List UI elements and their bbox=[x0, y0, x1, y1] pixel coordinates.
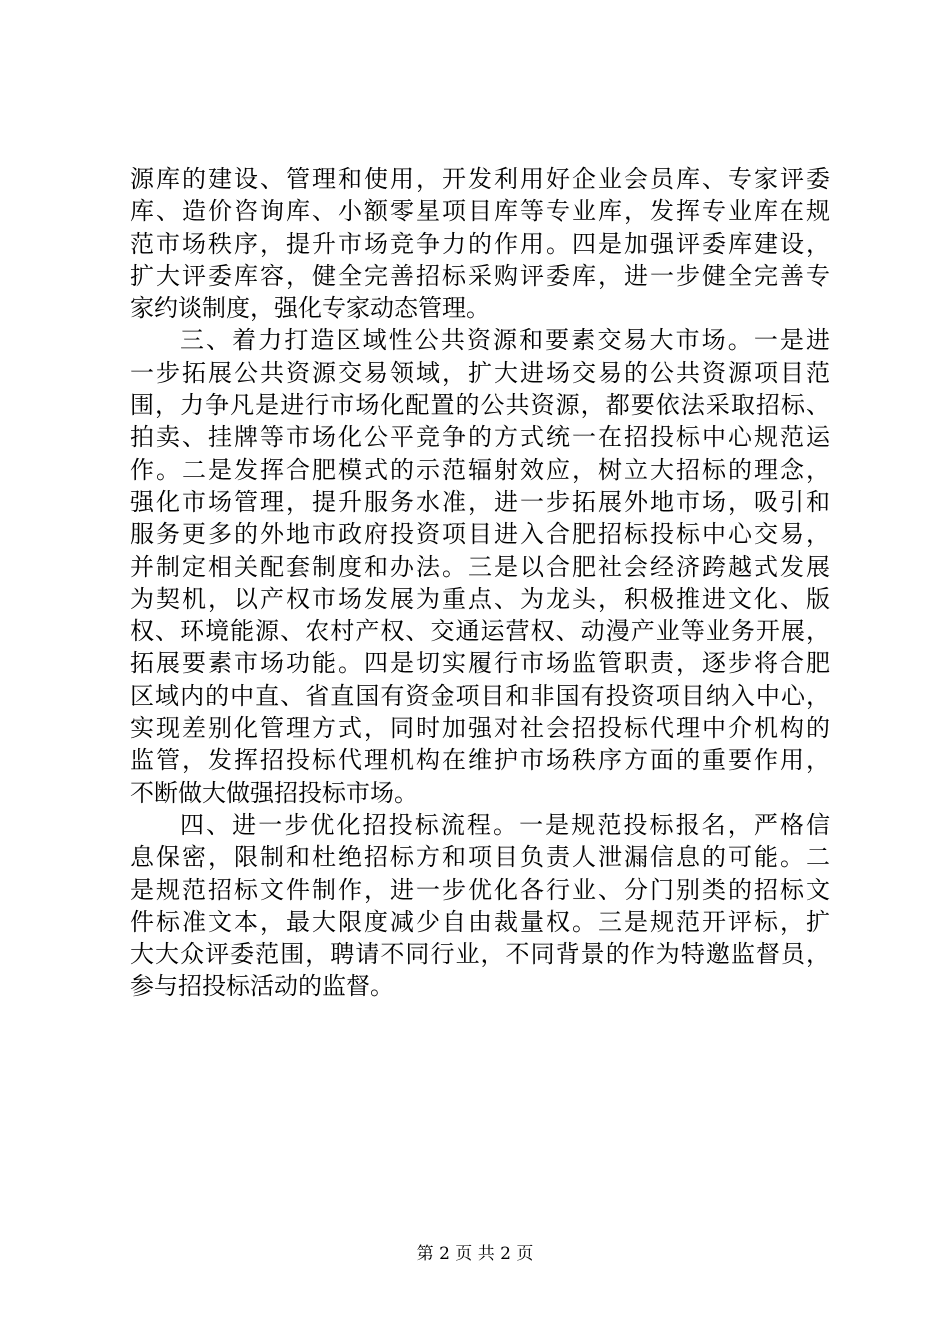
text-line: 区域内的中直、省直国有资金项目和非国有投资项目纳入中心， bbox=[130, 681, 830, 710]
text-line: 服务更多的外地市政府投资项目进入合肥招标投标中心交易， bbox=[130, 520, 830, 549]
text-line: 息保密，限制和杜绝招标方和项目负责人泄漏信息的可能。二 bbox=[130, 843, 830, 872]
text-line: 一步拓展公共资源交易领域，扩大进场交易的公共资源项目范 bbox=[130, 358, 830, 387]
text-line: 作。二是发挥合肥模式的示范辐射效应，树立大招标的理念， bbox=[130, 455, 830, 484]
page-footer: 第 2 页 共 2 页 bbox=[416, 1244, 534, 1264]
text-line: 是规范招标文件制作，进一步优化各行业、分门别类的招标文 bbox=[130, 875, 830, 904]
text-line: 监管，发挥招投标代理机构在维护市场秩序方面的重要作用， bbox=[130, 746, 830, 775]
text-line: 不断做大做强招投标市场。 bbox=[130, 778, 418, 807]
text-line: 库、造价咨询库、小额零星项目库等专业库，发挥专业库在规 bbox=[130, 197, 830, 226]
text-line: 围，力争凡是进行市场化配置的公共资源，都要依法采取招标、 bbox=[130, 391, 830, 420]
text-line: 源库的建设、管理和使用，开发利用好企业会员库、专家评委 bbox=[130, 165, 830, 193]
text-line: 参与招投标活动的监督。 bbox=[130, 972, 394, 1001]
text-line: 四、进一步优化招投标流程。一是规范投标报名，严格信 bbox=[180, 810, 830, 839]
text-line: 件标准文本，最大限度减少自由裁量权。三是规范开评标，扩 bbox=[130, 907, 830, 936]
text-line: 并制定相关配套制度和办法。三是以合肥社会经济跨越式发展 bbox=[130, 552, 830, 581]
text-line: 拍卖、挂牌等市场化公平竞争的方式统一在招投标中心规范运 bbox=[130, 423, 830, 452]
text-line: 大大众评委范围，聘请不同行业，不同背景的作为特邀监督员， bbox=[130, 940, 830, 969]
text-line: 权、环境能源、农村产权、交通运营权、动漫产业等业务开展， bbox=[130, 617, 830, 646]
text-line: 实现差别化管理方式，同时加强对社会招投标代理中介机构的 bbox=[130, 714, 830, 743]
text-line: 家约谈制度，强化专家动态管理。 bbox=[130, 294, 490, 323]
text-line: 范市场秩序，提升市场竞争力的作用。四是加强评委库建设， bbox=[130, 229, 830, 258]
text-line: 扩大评委库容，健全完善招标采购评委库，进一步健全完善专 bbox=[130, 261, 830, 290]
text-line: 三、着力打造区域性公共资源和要素交易大市场。一是进 bbox=[180, 326, 830, 355]
text-line: 为契机，以产权市场发展为重点、为龙头，积极推进文化、版 bbox=[130, 584, 830, 613]
body-text bbox=[130, 163, 830, 1003]
text-line: 拓展要素市场功能。四是切实履行市场监管职责，逐步将合肥 bbox=[130, 649, 830, 678]
text-line: 强化市场管理，提升服务水准，进一步拓展外地市场，吸引和 bbox=[130, 487, 830, 516]
